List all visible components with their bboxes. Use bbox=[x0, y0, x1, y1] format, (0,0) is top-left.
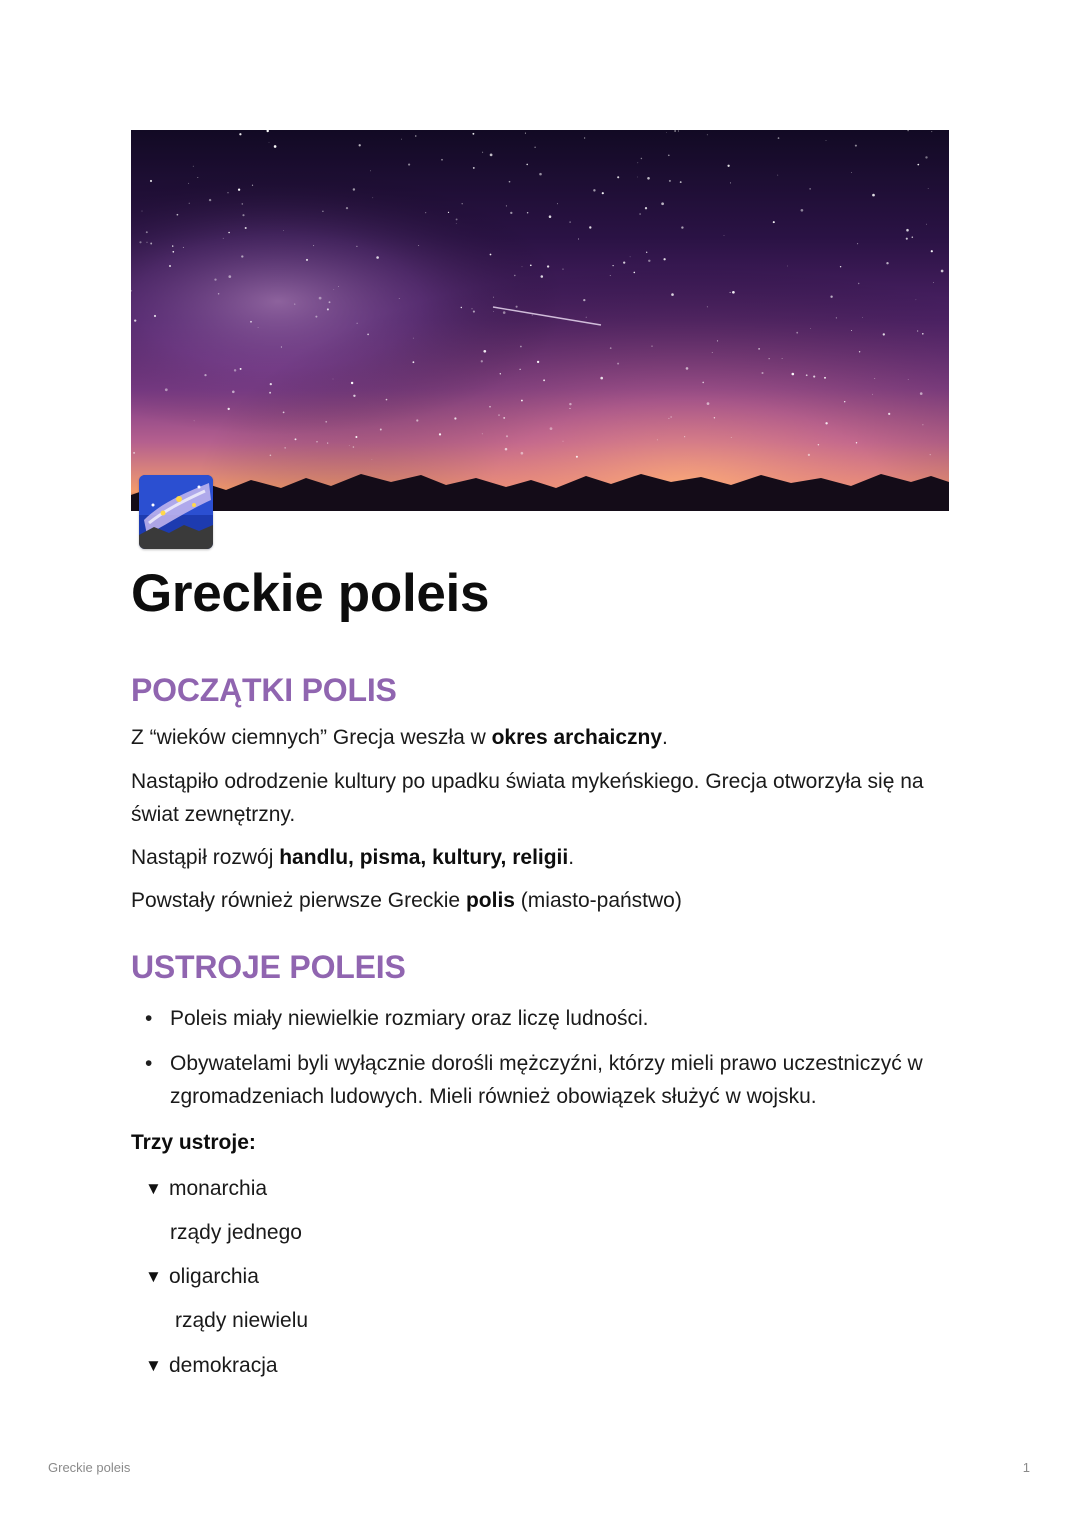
star bbox=[637, 162, 638, 163]
star bbox=[851, 172, 852, 173]
star bbox=[637, 177, 638, 178]
star bbox=[712, 352, 713, 353]
star bbox=[569, 403, 571, 405]
star bbox=[806, 374, 808, 376]
toggle-triangle-icon[interactable]: ▼ bbox=[145, 1267, 162, 1286]
star bbox=[525, 133, 526, 134]
footer-page-number: 1 bbox=[1022, 1460, 1030, 1475]
star bbox=[177, 214, 179, 216]
star bbox=[439, 433, 441, 435]
subheading-trzy-ustroje: Trzy ustroje: bbox=[131, 1131, 256, 1154]
star bbox=[242, 203, 244, 205]
star bbox=[401, 139, 402, 140]
paragraph-archaic: Z “wieków ciemnych” Grecja weszła w okres archaiczny. bbox=[131, 726, 668, 749]
star bbox=[197, 177, 198, 178]
star bbox=[283, 230, 284, 231]
star bbox=[600, 377, 603, 380]
star bbox=[503, 311, 506, 314]
star bbox=[925, 156, 927, 158]
footer-document-title: Greckie poleis bbox=[48, 1460, 131, 1475]
list-item: Obywatelami byli wyłącznie dorośli mężczyźni, którzy mieli prawo uczestniczyć w zgromadzeniach ludowych. Mieli również obowiązek służyć w wojsku. bbox=[170, 1052, 923, 1108]
star bbox=[714, 417, 715, 418]
star bbox=[270, 383, 272, 385]
star bbox=[490, 254, 492, 256]
star bbox=[325, 421, 327, 423]
star bbox=[851, 330, 852, 331]
star bbox=[412, 361, 414, 363]
star bbox=[454, 417, 456, 419]
star bbox=[269, 142, 270, 143]
star bbox=[188, 183, 189, 184]
star bbox=[862, 317, 863, 318]
star bbox=[250, 321, 252, 323]
star bbox=[537, 361, 539, 363]
star bbox=[472, 133, 474, 135]
star bbox=[194, 420, 195, 421]
star bbox=[285, 447, 286, 448]
star bbox=[372, 197, 373, 198]
star bbox=[306, 259, 308, 261]
list-item: Poleis miały niewielkie rozmiary oraz liczę ludności. bbox=[170, 1007, 649, 1030]
star bbox=[796, 332, 798, 334]
star bbox=[583, 299, 585, 301]
star bbox=[563, 441, 564, 442]
star bbox=[858, 283, 859, 284]
star bbox=[142, 211, 143, 212]
star bbox=[498, 414, 500, 416]
star bbox=[228, 275, 231, 278]
star bbox=[758, 348, 760, 350]
star bbox=[671, 416, 672, 417]
star bbox=[242, 214, 244, 216]
star bbox=[824, 377, 826, 379]
star bbox=[917, 164, 919, 166]
section-heading-ustroje: USTROJE POLEIS bbox=[131, 949, 406, 985]
bullet-dot: • bbox=[145, 1007, 153, 1030]
milky-way-icon[interactable] bbox=[139, 475, 213, 549]
star bbox=[532, 315, 533, 316]
star bbox=[777, 175, 778, 176]
star bbox=[541, 275, 544, 278]
bullet-dot: • bbox=[145, 1052, 153, 1075]
star bbox=[228, 408, 230, 410]
star bbox=[415, 135, 416, 136]
star bbox=[399, 298, 400, 299]
star bbox=[521, 452, 524, 455]
star bbox=[209, 199, 211, 201]
star bbox=[193, 166, 194, 167]
star bbox=[456, 218, 458, 220]
star bbox=[801, 209, 804, 212]
star bbox=[928, 188, 929, 189]
star bbox=[651, 346, 652, 347]
star bbox=[527, 212, 528, 213]
star bbox=[274, 145, 277, 148]
star bbox=[356, 246, 357, 247]
toggle-monarchia[interactable]: monarchia bbox=[169, 1177, 268, 1200]
star bbox=[214, 278, 216, 280]
star bbox=[668, 154, 670, 156]
star bbox=[333, 289, 334, 290]
star bbox=[886, 262, 888, 264]
star bbox=[826, 140, 827, 141]
star bbox=[327, 308, 329, 310]
star bbox=[134, 319, 136, 321]
star bbox=[912, 236, 914, 238]
star bbox=[227, 192, 228, 193]
star bbox=[680, 181, 682, 183]
star bbox=[671, 293, 674, 296]
star bbox=[617, 363, 619, 365]
star bbox=[589, 226, 591, 228]
star bbox=[648, 260, 650, 262]
star bbox=[840, 266, 841, 267]
star bbox=[856, 442, 857, 443]
star bbox=[610, 275, 611, 276]
star bbox=[617, 176, 619, 178]
star bbox=[920, 392, 923, 395]
star bbox=[483, 350, 486, 353]
star bbox=[172, 245, 173, 246]
star bbox=[731, 437, 732, 438]
star bbox=[557, 203, 558, 204]
star bbox=[661, 202, 664, 205]
star bbox=[509, 181, 511, 183]
star bbox=[355, 436, 357, 438]
star bbox=[906, 229, 909, 232]
paragraph-development: Nastąpił rozwój handlu, pisma, kultury, religii. bbox=[131, 846, 575, 869]
star bbox=[872, 194, 875, 197]
star bbox=[270, 455, 272, 457]
star bbox=[448, 212, 449, 213]
star bbox=[668, 418, 669, 419]
star bbox=[346, 207, 348, 209]
star bbox=[941, 270, 944, 273]
star bbox=[782, 358, 783, 359]
star bbox=[353, 395, 355, 397]
star bbox=[791, 373, 794, 376]
starry-sky-illustration bbox=[131, 130, 949, 511]
toggle-body-oligarchia: rządy niewielu bbox=[175, 1309, 309, 1332]
star bbox=[416, 419, 418, 421]
paragraph-polis: Powstały również pierwsze Greckie polis (miasto-państwo) bbox=[131, 889, 682, 912]
star bbox=[139, 241, 141, 243]
star bbox=[686, 367, 689, 370]
star bbox=[906, 238, 908, 240]
star bbox=[630, 256, 631, 257]
star bbox=[612, 265, 613, 266]
star bbox=[633, 272, 635, 274]
star bbox=[666, 132, 667, 133]
star bbox=[482, 152, 483, 153]
star bbox=[702, 382, 704, 384]
star bbox=[281, 346, 282, 347]
star bbox=[228, 232, 230, 234]
star bbox=[732, 291, 735, 294]
star bbox=[461, 203, 462, 204]
star bbox=[584, 137, 585, 138]
star bbox=[510, 212, 512, 214]
star bbox=[169, 265, 171, 267]
star bbox=[376, 256, 379, 259]
star bbox=[761, 372, 763, 374]
star bbox=[441, 159, 443, 161]
star bbox=[724, 235, 725, 236]
star bbox=[154, 315, 156, 317]
star bbox=[204, 374, 206, 376]
star bbox=[810, 328, 811, 329]
star bbox=[380, 429, 382, 431]
star bbox=[327, 443, 328, 444]
star bbox=[386, 399, 388, 401]
star bbox=[663, 258, 665, 260]
star bbox=[500, 373, 501, 374]
star bbox=[520, 346, 522, 348]
star bbox=[717, 340, 718, 341]
star bbox=[547, 265, 549, 267]
star bbox=[520, 369, 521, 370]
star bbox=[147, 242, 148, 243]
star bbox=[623, 261, 625, 263]
star bbox=[773, 221, 775, 223]
star bbox=[569, 221, 570, 222]
star bbox=[825, 422, 827, 424]
star bbox=[514, 275, 515, 276]
toggle-demokracja[interactable]: demokracja bbox=[169, 1354, 278, 1377]
star bbox=[522, 266, 523, 267]
star bbox=[482, 433, 483, 434]
star bbox=[830, 296, 832, 298]
star bbox=[315, 316, 317, 318]
star bbox=[183, 247, 184, 248]
star bbox=[506, 435, 508, 437]
star bbox=[787, 266, 788, 267]
toggle-body-monarchia: rządy jednego bbox=[170, 1221, 302, 1244]
star bbox=[916, 299, 917, 300]
star bbox=[922, 424, 923, 425]
star bbox=[473, 311, 475, 313]
star bbox=[602, 192, 604, 194]
star bbox=[641, 158, 642, 159]
toggle-oligarchia[interactable]: oligarchia bbox=[169, 1265, 259, 1288]
star bbox=[283, 412, 285, 414]
star bbox=[223, 238, 224, 239]
star bbox=[172, 251, 174, 253]
star bbox=[917, 330, 918, 331]
star bbox=[678, 130, 679, 131]
star bbox=[883, 333, 885, 335]
star bbox=[506, 205, 507, 206]
star bbox=[808, 454, 810, 456]
star bbox=[505, 448, 508, 451]
star bbox=[133, 452, 135, 454]
star bbox=[534, 147, 535, 148]
star bbox=[150, 180, 152, 182]
star bbox=[232, 391, 235, 394]
star bbox=[888, 413, 890, 415]
star bbox=[922, 333, 924, 335]
star bbox=[549, 215, 552, 218]
star bbox=[809, 188, 810, 189]
star bbox=[576, 456, 578, 458]
star bbox=[316, 441, 317, 442]
star bbox=[836, 317, 837, 318]
star bbox=[930, 454, 931, 455]
star bbox=[503, 417, 505, 419]
star bbox=[521, 400, 523, 402]
star bbox=[359, 144, 361, 146]
section-heading-poczatki: POCZĄTKI POLIS bbox=[131, 672, 397, 708]
star bbox=[727, 165, 729, 167]
star bbox=[493, 297, 494, 298]
star bbox=[418, 245, 419, 246]
star bbox=[319, 297, 322, 300]
star bbox=[647, 177, 650, 180]
star bbox=[408, 164, 410, 166]
star bbox=[351, 382, 353, 384]
star bbox=[493, 311, 494, 312]
star bbox=[855, 145, 857, 147]
star bbox=[357, 323, 358, 324]
star bbox=[329, 301, 331, 303]
star bbox=[245, 227, 247, 229]
star bbox=[471, 308, 472, 309]
star bbox=[578, 239, 579, 240]
star bbox=[258, 327, 259, 328]
star bbox=[353, 188, 355, 190]
toggle-triangle-icon[interactable]: ▼ bbox=[145, 1356, 162, 1375]
star bbox=[908, 379, 909, 380]
star bbox=[349, 445, 350, 446]
star bbox=[490, 154, 493, 157]
star bbox=[481, 360, 483, 362]
star bbox=[586, 317, 587, 318]
star bbox=[239, 133, 241, 135]
star bbox=[872, 394, 873, 395]
star bbox=[473, 167, 475, 169]
star bbox=[645, 207, 647, 209]
star bbox=[461, 307, 462, 308]
page-title: Greckie poleis bbox=[131, 564, 490, 623]
star bbox=[707, 134, 708, 135]
star bbox=[240, 368, 242, 370]
star bbox=[646, 252, 647, 253]
star bbox=[907, 130, 908, 131]
star bbox=[333, 379, 334, 380]
star bbox=[931, 250, 933, 252]
star bbox=[526, 164, 528, 166]
star bbox=[238, 189, 240, 191]
star bbox=[322, 211, 323, 212]
cover-image bbox=[131, 130, 949, 511]
star bbox=[730, 182, 731, 183]
star bbox=[681, 226, 683, 228]
star bbox=[563, 269, 564, 270]
star bbox=[252, 185, 253, 186]
star bbox=[730, 292, 731, 293]
star bbox=[370, 170, 371, 171]
star bbox=[150, 243, 152, 245]
star bbox=[818, 444, 819, 445]
star bbox=[610, 347, 612, 349]
star bbox=[550, 427, 553, 430]
star bbox=[456, 223, 457, 224]
star bbox=[933, 282, 934, 283]
star bbox=[165, 388, 168, 391]
star bbox=[489, 406, 491, 408]
star bbox=[707, 402, 710, 405]
star bbox=[813, 376, 815, 378]
star bbox=[543, 379, 545, 381]
star bbox=[218, 293, 220, 295]
star bbox=[778, 137, 780, 139]
paragraph-revival: Nastąpiło odrodzenie kultury po upadku świata mykeńskiego. Grecja otworzyła się na świat zewnętrzny. bbox=[131, 770, 924, 826]
star bbox=[530, 264, 532, 266]
star bbox=[857, 243, 858, 244]
star bbox=[539, 173, 542, 176]
star bbox=[313, 245, 314, 246]
star bbox=[931, 131, 932, 132]
star bbox=[874, 378, 875, 379]
star bbox=[674, 130, 676, 132]
star bbox=[639, 213, 641, 215]
star bbox=[338, 286, 339, 287]
star bbox=[241, 255, 243, 257]
star bbox=[234, 369, 236, 371]
star bbox=[569, 408, 570, 409]
star bbox=[684, 436, 685, 437]
star bbox=[926, 224, 927, 225]
star bbox=[657, 440, 658, 441]
toggle-triangle-icon[interactable]: ▼ bbox=[145, 1179, 162, 1198]
star bbox=[769, 358, 770, 359]
star bbox=[372, 459, 373, 460]
star bbox=[425, 212, 426, 213]
star bbox=[707, 306, 708, 307]
star bbox=[269, 392, 271, 394]
star bbox=[353, 446, 355, 448]
star bbox=[146, 231, 148, 233]
star bbox=[669, 180, 671, 182]
star bbox=[295, 438, 297, 440]
star bbox=[413, 338, 414, 339]
star bbox=[859, 351, 860, 352]
star bbox=[367, 334, 369, 336]
star bbox=[189, 203, 190, 204]
star bbox=[516, 306, 518, 308]
star bbox=[844, 401, 845, 402]
star bbox=[294, 303, 295, 304]
star bbox=[593, 189, 595, 191]
